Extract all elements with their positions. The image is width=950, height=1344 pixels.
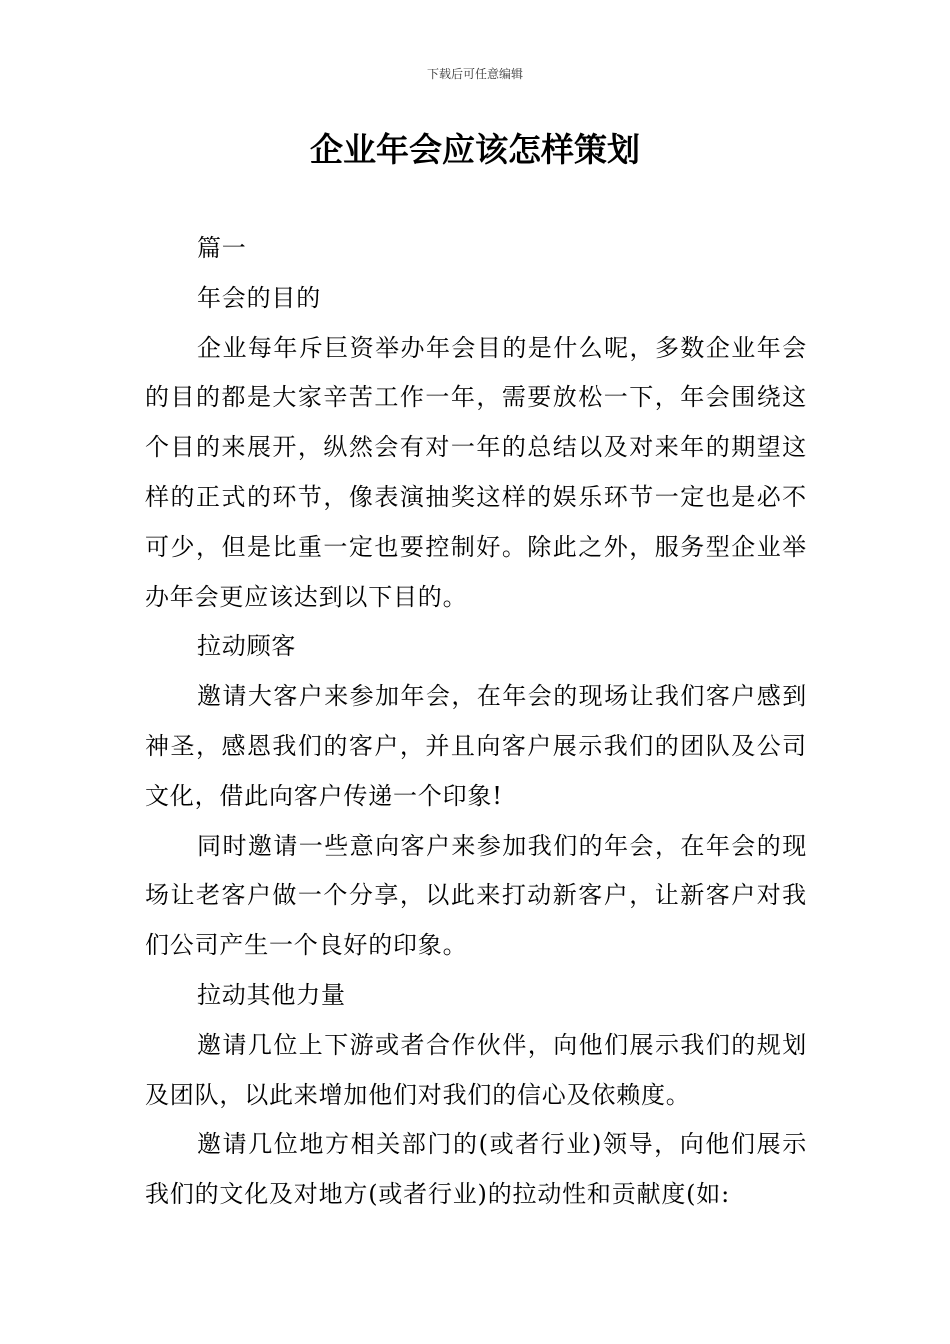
header-note: 下载后可任意编辑 (426, 67, 523, 81)
paragraph-new-customers-body: 同时邀请一些意向客户来参加我们的年会，在年会的现场让老客户做一个分享，以此来打动新客户，让新客户对我们公司产生一个良好的印象。 (145, 831, 807, 960)
document-body (145, 224, 807, 1220)
document-title: 企业年会应该怎样策划 (310, 130, 640, 169)
paragraph-heading-purpose: 年会的目的 (197, 283, 321, 312)
paragraph-leaders-body: 邀请几位地方相关部门的(或者行业)领导，向他们展示我们的文化及对地方(或者行业)的拉动性和贡献度(如: (145, 1130, 807, 1209)
paragraph-customers-body: 邀请大客户来参加年会，在年会的现场让我们客户感到神圣，感恩我们的客户，并且向客户展示我们的团队及公司文化，借此向客户传递一个印象! (145, 682, 807, 810)
paragraph-heading-customers: 拉动顾客 (197, 632, 297, 661)
paragraph-purpose-body: 企业每年斥巨资举办年会目的是什么呢，多数企业年会的目的都是大家辛苦工作一年，需要放松一下，年会围绕这个目的来展开，纵然会有对一年的总结以及对来年的期望这样的正式的环节，像表演抽奖这样的娱乐环节一定也是必不可少，但是比重一定也要控制好。除此之外，服务型企业举办年会更应该达到以下目的。 (145, 333, 807, 611)
paragraph-partners-body: 邀请几位上下游或者合作伙伴，向他们展示我们的规划及团队，以此来增加他们对我们的信心及依赖度。 (145, 1030, 807, 1109)
paragraph-heading-other-forces: 拉动其他力量 (197, 980, 346, 1009)
paragraph-section-label: 篇一 (197, 234, 247, 262)
